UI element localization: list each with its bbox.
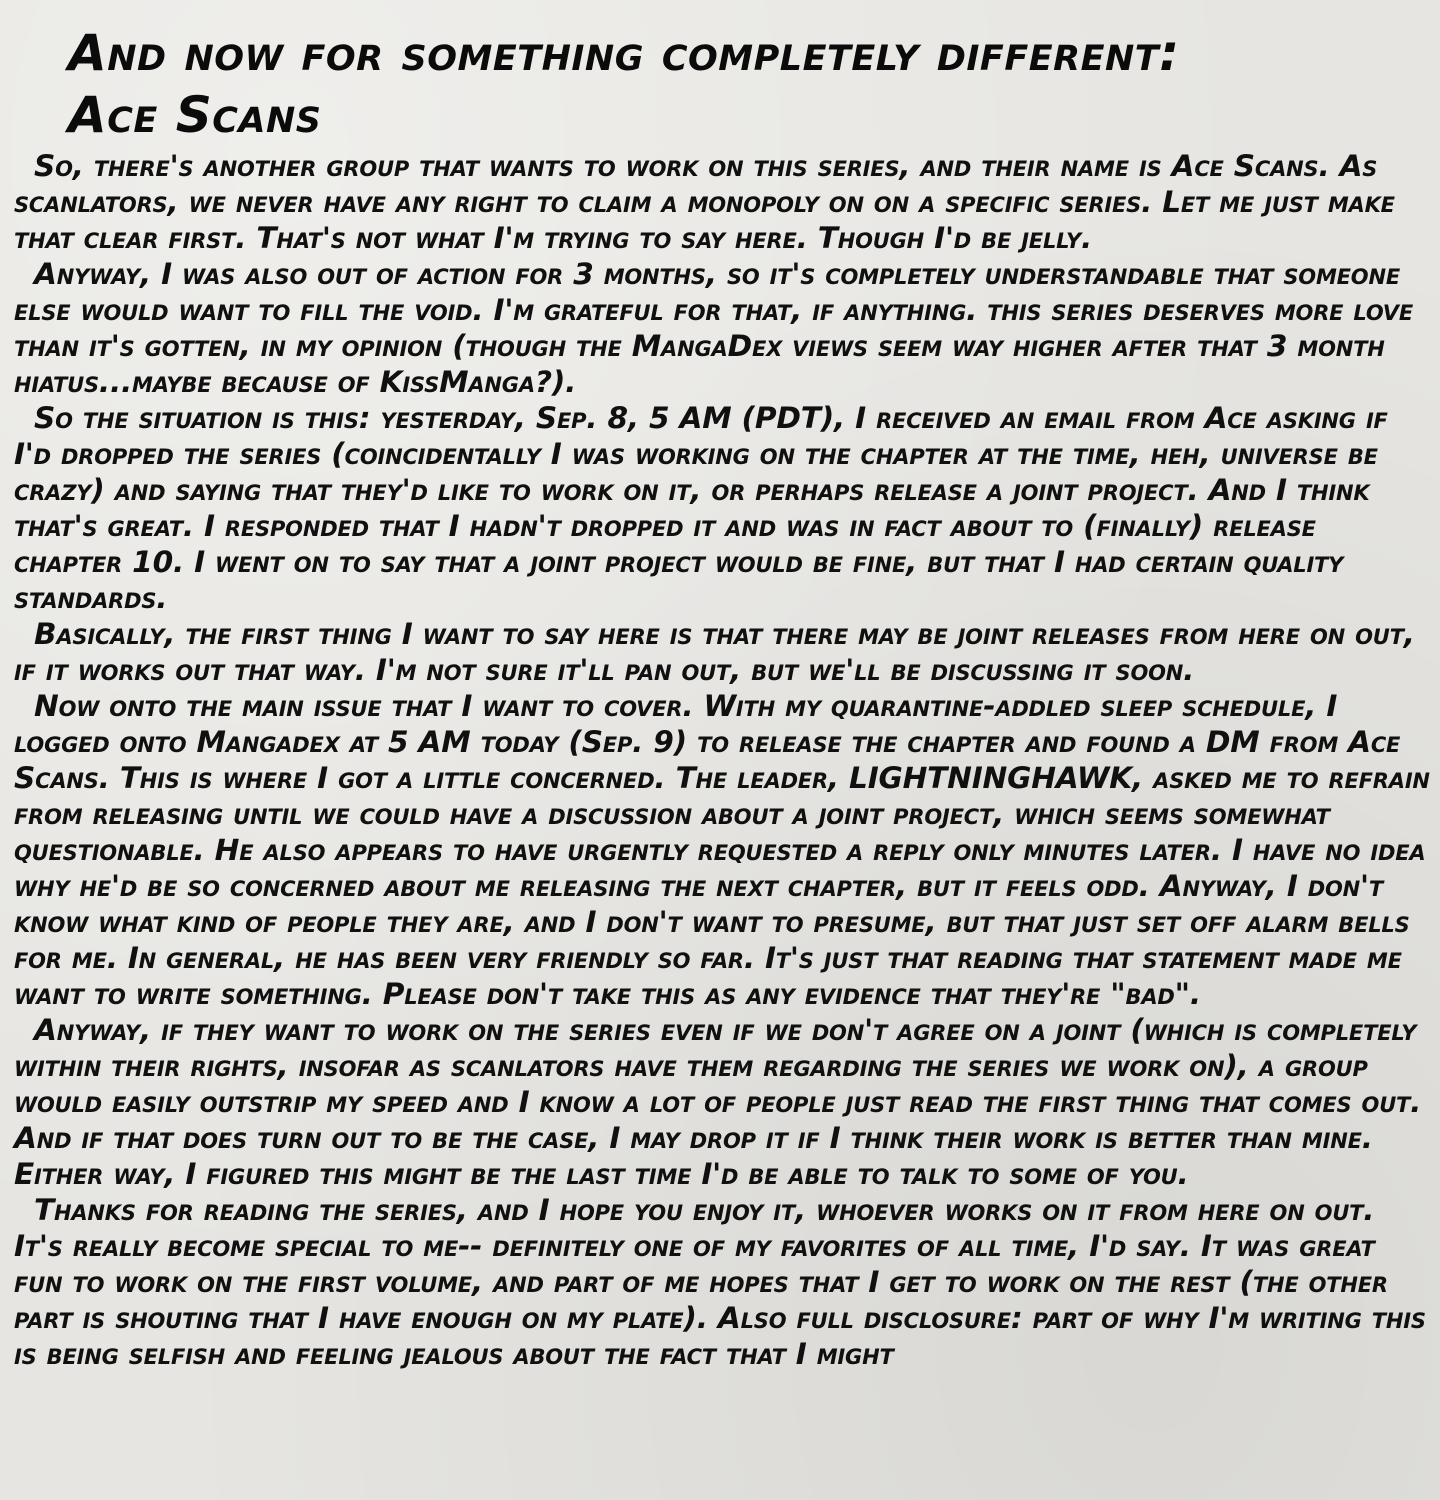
paragraph-7: Thanks for reading the series, and I hope you enjoy it, whoever works on it from here on out. It's really become special to me-- definitely one of my favorites of all time, I'd say. It was great fun to work on the first volume, and part of me hopes that I get to work on the rest (the other part is shouting that I have enough on my plate). Also full disclosure: part of why I'm writing this is being selfish and feeling jealous about the fact that I might [14,1193,1426,1371]
title-line-2: Ace Scans [68,86,322,144]
paragraph-6: Anyway, if they want to work on the series even if we don't agree on a joint (which is completely within their rights, insofar as scanlators have them regarding the series we work on), a group would easily outstrip my speed and I know a lot of people just read the first thing that comes out. And if that does turn out to be the case, I may drop it if I think their work is better than mine. Either way, I figured this might be the last time I'd be able to talk to some of you. [14,1013,1422,1191]
page-title [68,22,1432,146]
paragraph-4: Basically, the first thing I want to say here is that there may be joint releases from here on out, if it works out that way. I'm not sure it'll pan out, but we'll be discussing it soon. [14,617,1415,687]
letter-body [14,148,1432,1372]
title-line-1: And now for something completely different: [68,24,1180,82]
paragraph-5: Now onto the main issue that I want to cover. With my quarantine-addled sleep schedule, I logged onto Mangadex at 5 AM today (Sep. 9) to release the chapter and found a DM from Ace Scans. This is where I got a little concerned. The leader, LIGHTNINGHAWK, asked me to refrain from releasing until we could have a discussion about a joint project, which seems somewhat questionable. He also appears to have urgently requested a reply only minutes later. I have no idea why he'd be so concerned about me releasing the next chapter, but it feels odd. Anyway, I don't know what kind of people they are, and I don't want to presume, but that just set off alarm bells for me. In general, he has been very friendly so far. It's just that reading that statement made me want to write something. Please don't take this as any evidence that they're "bad". [14,689,1430,1011]
paragraph-3: So the situation is this: yesterday, Sep. 8, 5 AM (PDT), I received an email from Ace asking if I'd dropped the series (coincidentally I was working on the chapter at the time, heh, universe be crazy) and saying that they'd like to work on it, or perhaps release a joint project. And I think that's great. I responded that I hadn't dropped it and was in fact about to (finally) release chapter 10. I went on to say that a joint project would be fine, but that I had certain quality standards. [14,401,1388,615]
paragraph-2: Anyway, I was also out of action for 3 months, so it's completely understandable that someone else would want to fill the void. I'm grateful for that, if anything. this series deserves more love than it's gotten, in my opinion (though the MangaDex views seem way higher after that 3 month hiatus...maybe because of KissManga?). [14,257,1413,399]
paragraph-1: So, there's another group that wants to work on this series, and their name is Ace Scans. As scanlators, we never have any right to claim a monopoly on on a specific series. Let me just make that clear first. That's not what I'm trying to say here. Though I'd be jelly. [14,149,1395,255]
